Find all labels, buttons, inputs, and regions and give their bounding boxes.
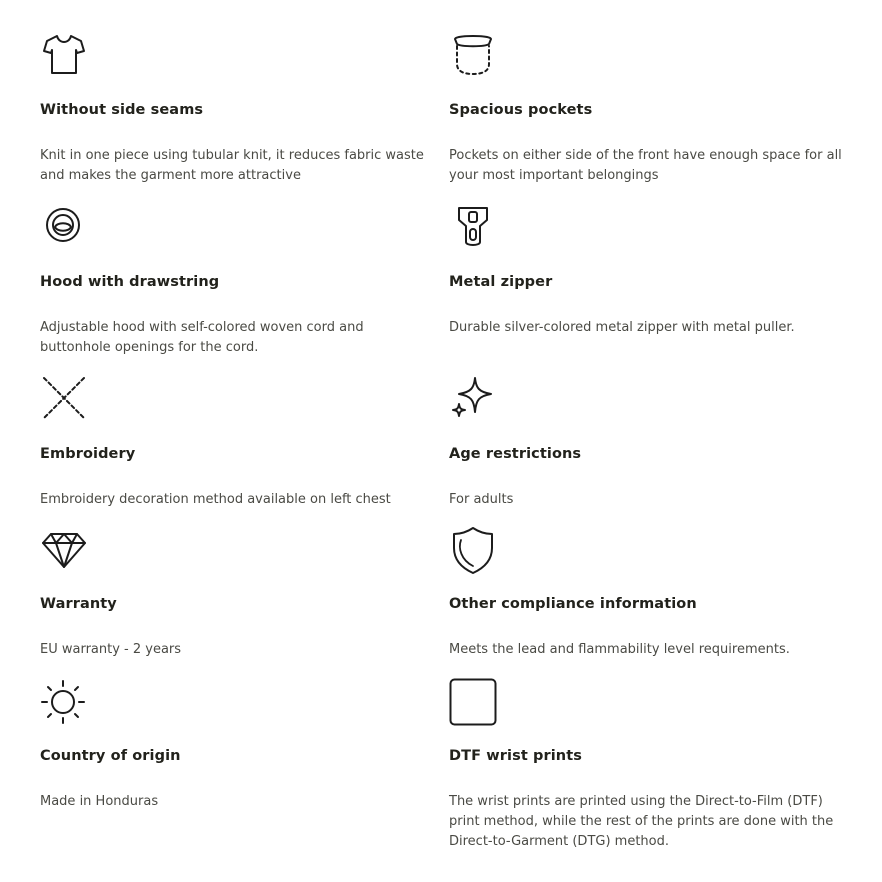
zipper-icon bbox=[449, 202, 497, 250]
feature-title: Warranty bbox=[40, 596, 117, 612]
feature-description: The wrist prints are printed using the Direct-to-Film (DTF) print method, while the rest of the prints are done with the Direct-to-Garment (DTG) method. bbox=[449, 794, 834, 849]
feature-title: Country of origin bbox=[40, 748, 181, 764]
tshirt-icon bbox=[40, 30, 88, 78]
feature-title: Embroidery bbox=[40, 446, 136, 462]
feature-description: Made in Honduras bbox=[40, 794, 159, 809]
feature-description: Pockets on either side of the front have enough space for all your most important belongings bbox=[449, 148, 842, 183]
pocket-icon bbox=[449, 30, 497, 78]
feature-description: EU warranty - 2 years bbox=[40, 642, 182, 657]
feature-description: Adjustable hood with self-colored woven cord and buttonhole openings for the cord. bbox=[40, 320, 364, 355]
square-icon bbox=[449, 678, 497, 726]
feature-title: Metal zipper bbox=[449, 274, 553, 290]
feature-description: Knit in one piece using tubular knit, it reduces fabric waste and makes the garment more attractive bbox=[40, 148, 424, 183]
feature-description: Durable silver-colored metal zipper with metal puller. bbox=[449, 320, 795, 335]
feature-title: Spacious pockets bbox=[449, 102, 593, 118]
feature-title: Age restrictions bbox=[449, 446, 582, 462]
shield-icon bbox=[449, 526, 497, 574]
feature-description: Embroidery decoration method available on left chest bbox=[40, 492, 391, 507]
hood-icon bbox=[40, 202, 88, 250]
feature-title: Without side seams bbox=[40, 102, 204, 118]
feature-title: Hood with drawstring bbox=[40, 274, 220, 290]
feature-description: Meets the lead and flammability level requirements. bbox=[449, 642, 790, 657]
feature-title: Other compliance information bbox=[449, 596, 697, 612]
cross-stitch-icon bbox=[40, 374, 88, 422]
diamond-icon bbox=[40, 526, 88, 574]
sparkle-icon bbox=[449, 374, 497, 422]
feature-title: DTF wrist prints bbox=[449, 748, 582, 764]
feature-description: For adults bbox=[449, 492, 514, 507]
sun-icon bbox=[40, 678, 88, 726]
